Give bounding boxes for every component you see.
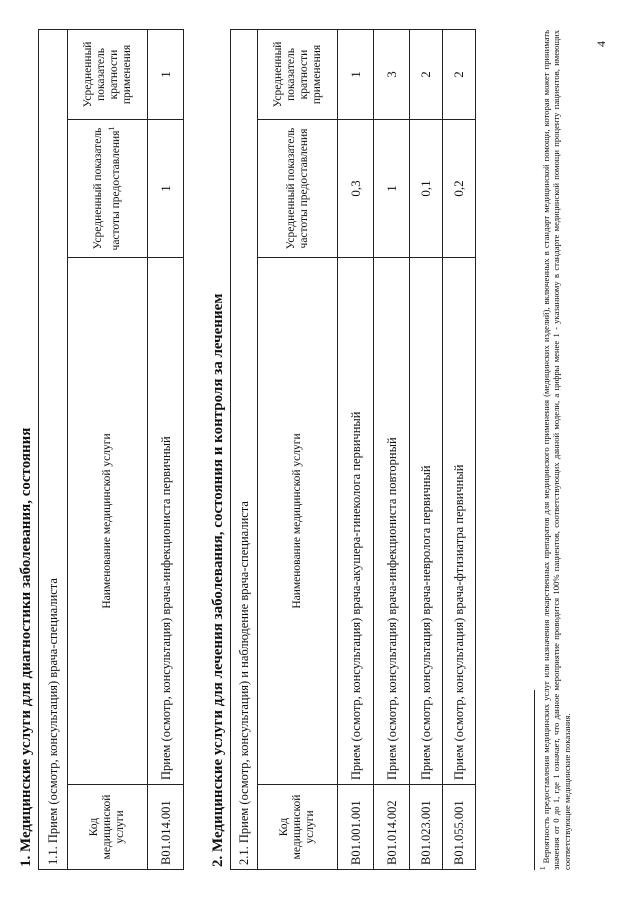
frequency-value: 0,3 <box>338 120 374 258</box>
service-code: B01.014.002 <box>374 785 410 870</box>
subsection-1-1-title: 1.1. Прием (осмотр, консультация) врача-специалиста <box>39 29 68 869</box>
header-frequency: Усредненный показатель частоты предоставления <box>258 120 338 258</box>
table-row <box>338 29 374 869</box>
frequency-value: 0,1 <box>410 120 443 258</box>
header-code: Код медицинской услуги <box>68 785 148 870</box>
multiplicity-value: 3 <box>374 29 410 119</box>
table-header-row <box>258 29 338 869</box>
subsection-2-1-title: 2.1. Прием (осмотр, консультация) и наблюдение врача-специалиста <box>231 29 258 869</box>
footnote-text: Вероятность предоставления медицинских услуг или назначения лекарственных препаратов для медицинского применения (медицинских изделий), включенных в стандарт медицинской помощи, которая может принимать значения от 0 до 1, где 1 означает, что данное мероприятие проводится 100% пациентов, соответствующих данной модели, а цифры менее 1 - указанному в стандарте медицинской помощи проценту пациентов, имеющих соответствующие медицинские показания. <box>540 29 572 870</box>
frequency-value: 0,2 <box>443 120 476 258</box>
footnote-mark: 1 <box>107 126 117 131</box>
footnote-number: 1 <box>539 866 547 870</box>
service-name: Прием (осмотр, консультация) врача-акушера-гинеколога первичный <box>338 258 374 785</box>
header-name: Наименование медицинской услуги <box>68 258 148 785</box>
header-name: Наименование медицинской услуги <box>258 258 338 785</box>
header-code: Код медицинской услуги <box>258 785 338 870</box>
service-name: Прием (осмотр, консультация) врача-инфекциониста повторный <box>374 258 410 785</box>
header-multiplicity: Усредненный показатель кратности применения <box>258 29 338 119</box>
footnote <box>538 30 572 870</box>
service-code: B01.055.001 <box>443 785 476 870</box>
service-name: Прием (осмотр, консультация) врача-невролога первичный <box>410 258 443 785</box>
service-code: B01.001.001 <box>338 785 374 870</box>
table-row <box>148 29 184 869</box>
service-code: B01.014.001 <box>148 785 184 870</box>
table-subheading-row <box>231 29 258 869</box>
page-number: 4 <box>594 41 608 47</box>
service-name: Прием (осмотр, консультация) врача-фтизиатра первичный <box>443 258 476 785</box>
service-name: Прием (осмотр, консультация) врача-инфекциониста первичный <box>148 258 184 785</box>
table-row <box>443 29 476 869</box>
frequency-value: 1 <box>148 120 184 258</box>
table-row <box>410 29 443 869</box>
multiplicity-value: 1 <box>148 29 184 119</box>
header-multiplicity: Усредненный показатель кратности применения <box>68 29 148 119</box>
table-header-row <box>68 29 148 869</box>
footnote-divider <box>534 690 535 870</box>
table-row <box>374 29 410 869</box>
section-2-heading: 2. Медицинские услуги для лечения заболевания, состояния и контроля за лечением <box>210 293 226 867</box>
header-frequency <box>68 120 148 258</box>
multiplicity-value: 2 <box>410 29 443 119</box>
multiplicity-value: 2 <box>443 29 476 119</box>
section-1-heading: 1. Медицинские услуги для диагностики заболевания, состояния <box>18 427 34 867</box>
service-code: B01.023.001 <box>410 785 443 870</box>
multiplicity-value: 1 <box>338 29 374 119</box>
diagnostics-table <box>38 29 184 870</box>
header-frequency-text: Усредненный показатель частоты предоставления <box>92 127 122 251</box>
treatment-table <box>230 29 476 870</box>
table-subheading-row <box>39 29 68 869</box>
frequency-value: 1 <box>374 120 410 258</box>
